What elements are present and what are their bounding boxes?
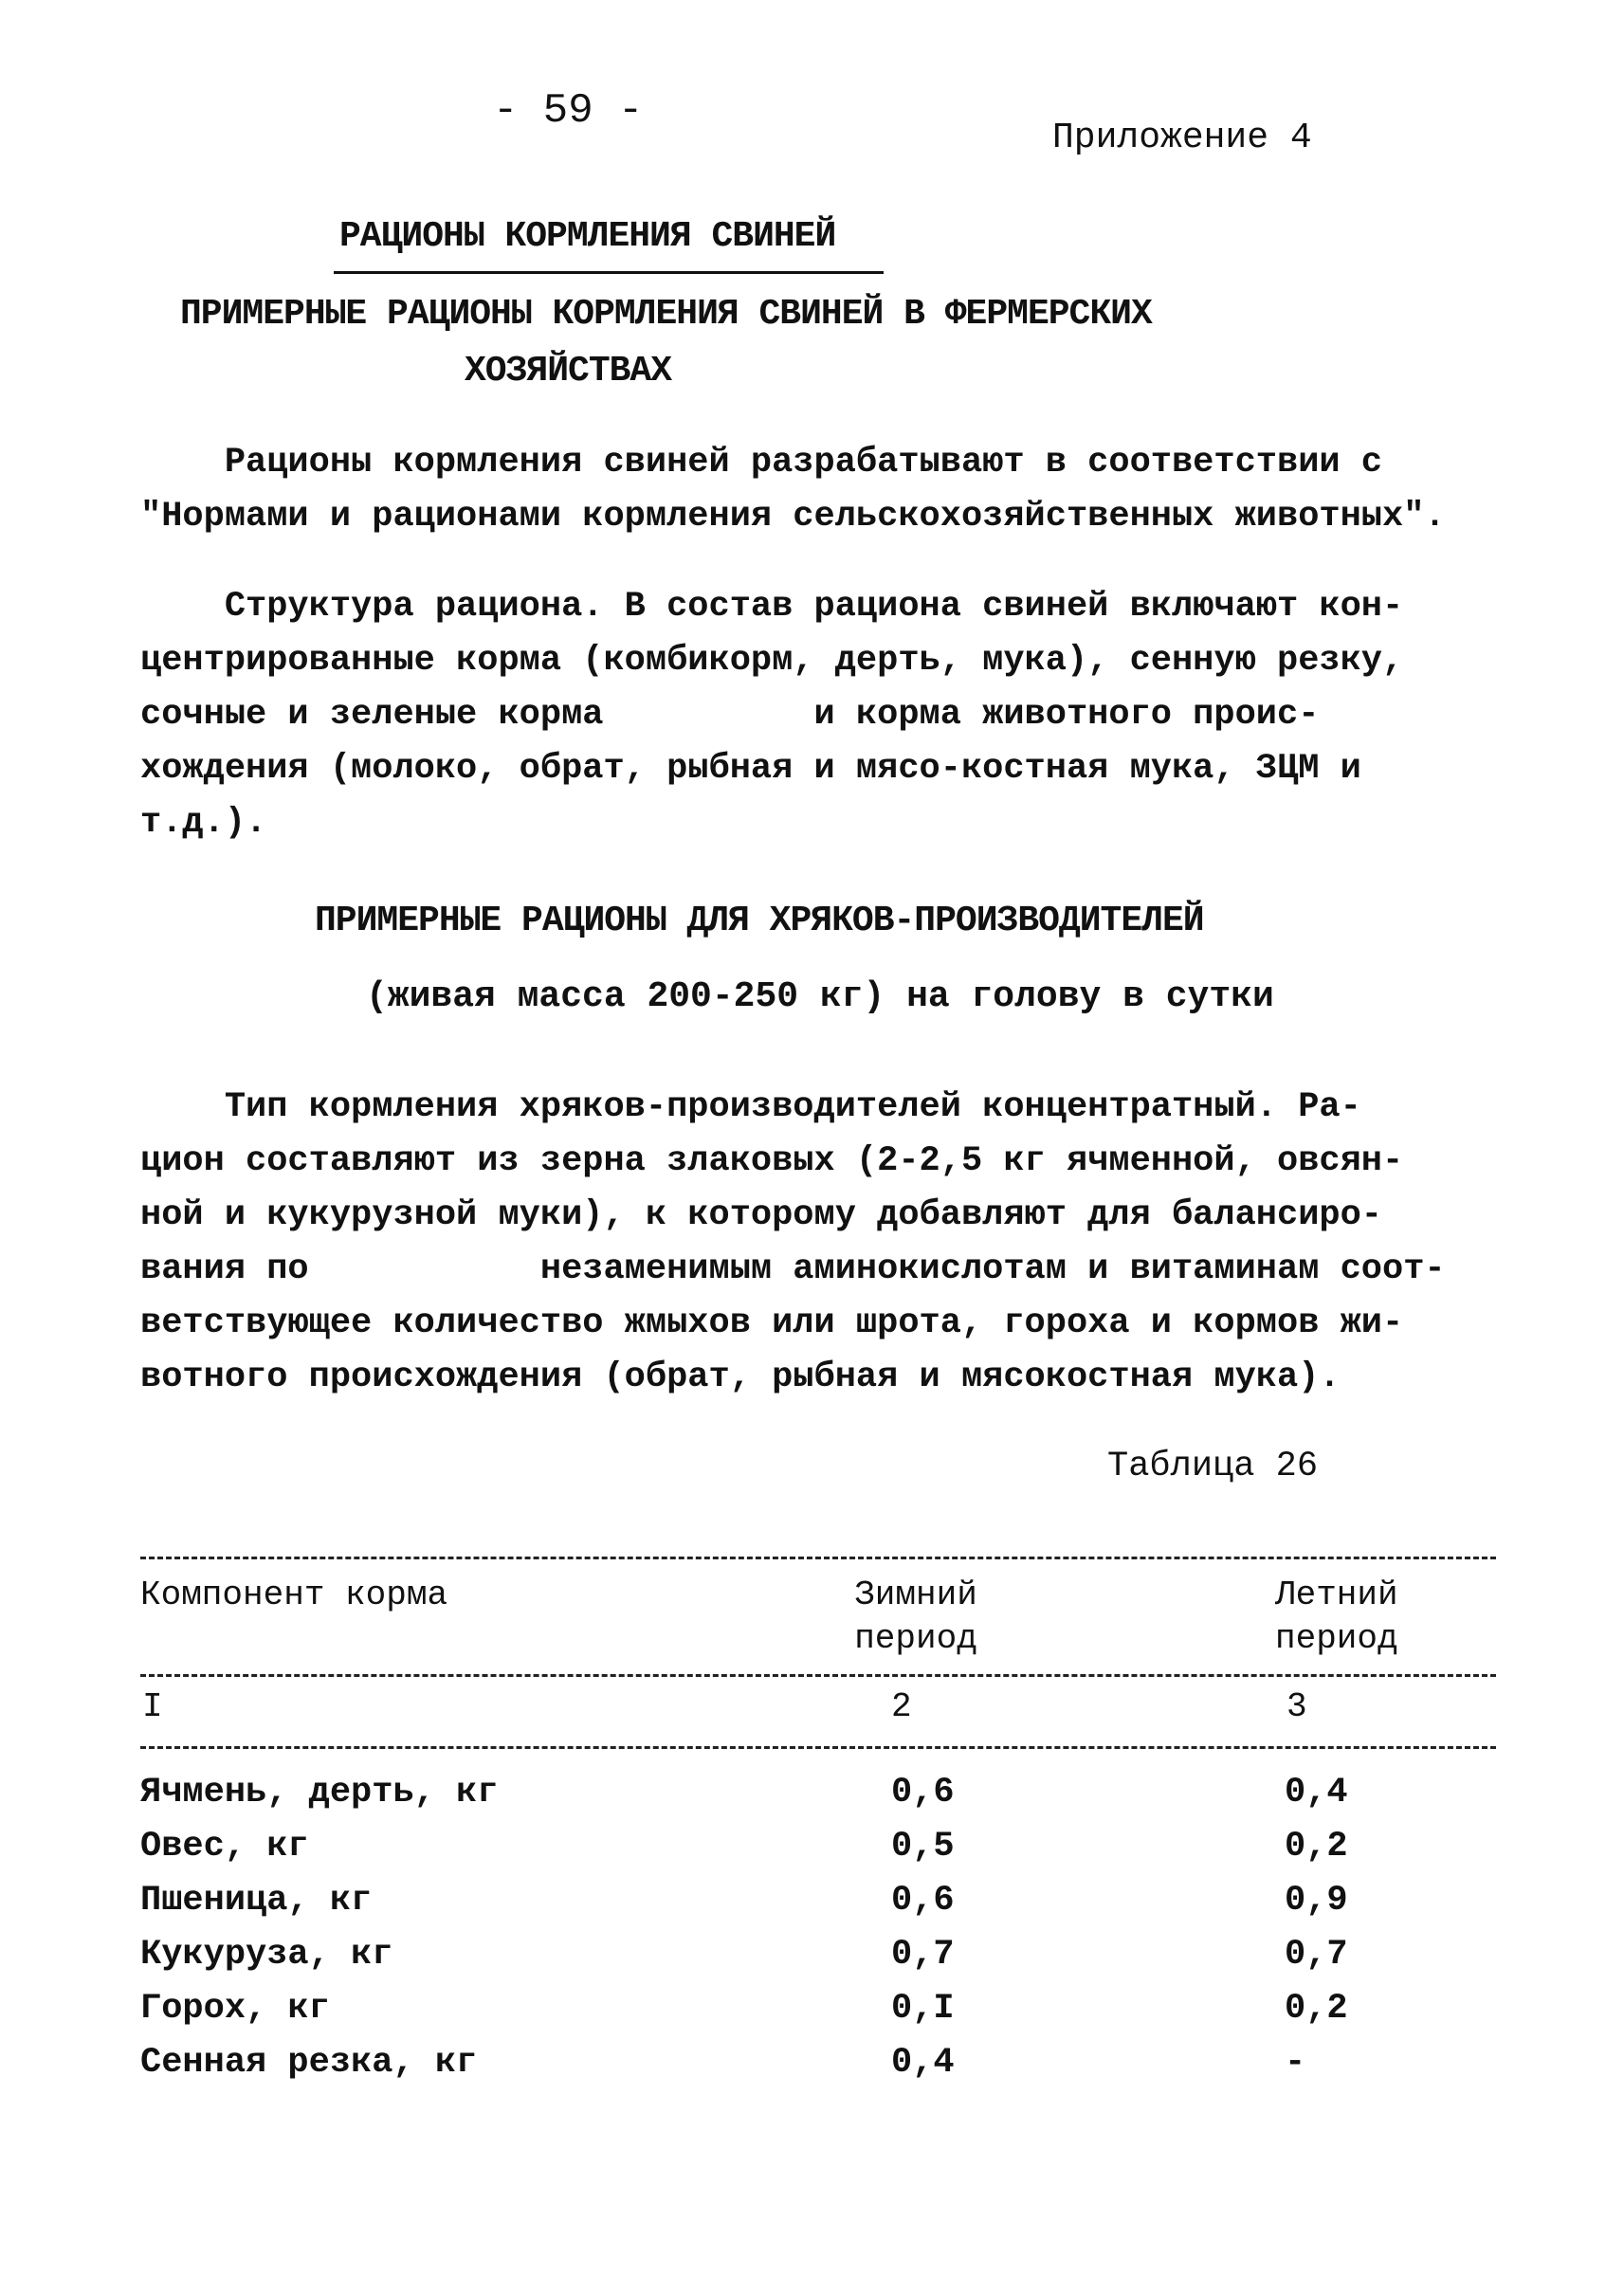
table-caption: Таблица 26	[1107, 1447, 1319, 1486]
paragraph-line: вания по незаменимым аминокислотам и витаминам соот-	[140, 1249, 1446, 1289]
row-component: Ячмень, дерть, кг	[140, 1773, 499, 1812]
table-row	[0, 1935, 1624, 1989]
paragraph-line: Тип кормления хряков-производителей концентратный. Ра-	[140, 1087, 1361, 1127]
paragraph-line: "Нормами и рационами кормления сельскохозяйственных животных".	[140, 497, 1446, 537]
paragraph-line: хождения (молоко, обрат, рыбная и мясо-костная мука, ЗЦМ и	[140, 749, 1361, 789]
paragraph-intro	[140, 436, 1487, 544]
paragraph-line: Рационы кормления свиней разрабатывают в соответствии с	[140, 443, 1383, 483]
table-column-number: 3	[1286, 1687, 1307, 1726]
row-component: Сенная резка, кг	[140, 2043, 478, 2083]
row-winter-value: 0,5	[891, 1827, 955, 1867]
section-title: РАЦИОНЫ КОРМЛЕНИЯ СВИНЕЙ	[339, 216, 836, 257]
table-column-number: 2	[891, 1687, 912, 1726]
table-row	[0, 1773, 1624, 1827]
table-header-summer-line2: период	[1275, 1619, 1398, 1658]
subtitle-line-2: ХОЗЯЙСТВАХ	[465, 351, 672, 392]
row-summer-value: 0,9	[1285, 1881, 1348, 1921]
table-header-winter-line2: период	[854, 1619, 977, 1658]
ration-title: ПРИМЕРНЫЕ РАЦИОНЫ ДЛЯ ХРЯКОВ-ПРОИЗВОДИТЕЛЕЙ	[315, 901, 1204, 941]
appendix-label: Приложение 4	[1052, 118, 1312, 158]
row-winter-value: 0,I	[891, 1989, 955, 2029]
paragraph-line: Структура рациона. В состав рациона свиней включают кон-	[140, 587, 1404, 627]
ration-subtitle: (живая масса 200-250 кг) на голову в сутки	[366, 976, 1274, 1017]
table-header-summer	[1275, 1574, 1398, 1661]
row-summer-value: 0,7	[1285, 1935, 1348, 1975]
table-top-rule	[140, 1557, 1496, 1559]
table-row	[0, 1827, 1624, 1881]
row-component: Овес, кг	[140, 1827, 309, 1867]
row-summer-value: 0,2	[1285, 1989, 1348, 2029]
table-column-number: I	[142, 1687, 163, 1726]
row-component: Горох, кг	[140, 1989, 330, 2029]
paragraph-line: центрированные корма (комбикорм, дерть, мука), сенную резку,	[140, 641, 1404, 681]
paragraph-line: сочные и зеленые корма и корма животного проис-	[140, 695, 1320, 735]
paragraph-line: вотного происхождения (обрат, рыбная и мясокостная мука).	[140, 1357, 1341, 1397]
row-component: Кукуруза, кг	[140, 1935, 393, 1975]
table-header-rule	[140, 1674, 1496, 1677]
subtitle-line-1: ПРИМЕРНЫЕ РАЦИОНЫ КОРМЛЕНИЯ СВИНЕЙ В ФЕРМЕРСКИХ	[180, 294, 1152, 335]
section-title-underline	[334, 271, 884, 274]
row-summer-value: -	[1285, 2043, 1306, 2083]
row-winter-value: 0,6	[891, 1773, 955, 1812]
row-summer-value: 0,2	[1285, 1827, 1348, 1867]
page-number: - 59 -	[493, 87, 644, 135]
row-winter-value: 0,7	[891, 1935, 955, 1975]
table-header-winter	[821, 1574, 1011, 1661]
row-component: Пшеница, кг	[140, 1881, 373, 1921]
table-row	[0, 1989, 1624, 2043]
paragraph-line: ветствующее количество жмыхов или шрота, гороха и кормов жи-	[140, 1303, 1404, 1343]
table-row	[0, 1881, 1624, 1935]
row-summer-value: 0,4	[1285, 1773, 1348, 1812]
row-winter-value: 0,6	[891, 1881, 955, 1921]
table-header-component: Компонент корма	[140, 1576, 448, 1614]
table-header-summer-line1: Летний	[1275, 1576, 1398, 1614]
paragraph-structure	[140, 580, 1487, 850]
table-body	[0, 1773, 1624, 2097]
paragraph-line: т.д.).	[140, 803, 267, 843]
row-winter-value: 0,4	[891, 2043, 955, 2083]
table-numbers-rule	[140, 1746, 1496, 1749]
table-row	[0, 2043, 1624, 2097]
paragraph-line: ной и кукурузной муки), к которому добавляют для балансиро-	[140, 1195, 1383, 1235]
table-header-winter-line1: Зимний	[854, 1576, 977, 1614]
paragraph-boars	[140, 1081, 1487, 1405]
paragraph-line: цион составляют из зерна злаковых (2-2,5 кг ячменной, овсян-	[140, 1141, 1404, 1181]
